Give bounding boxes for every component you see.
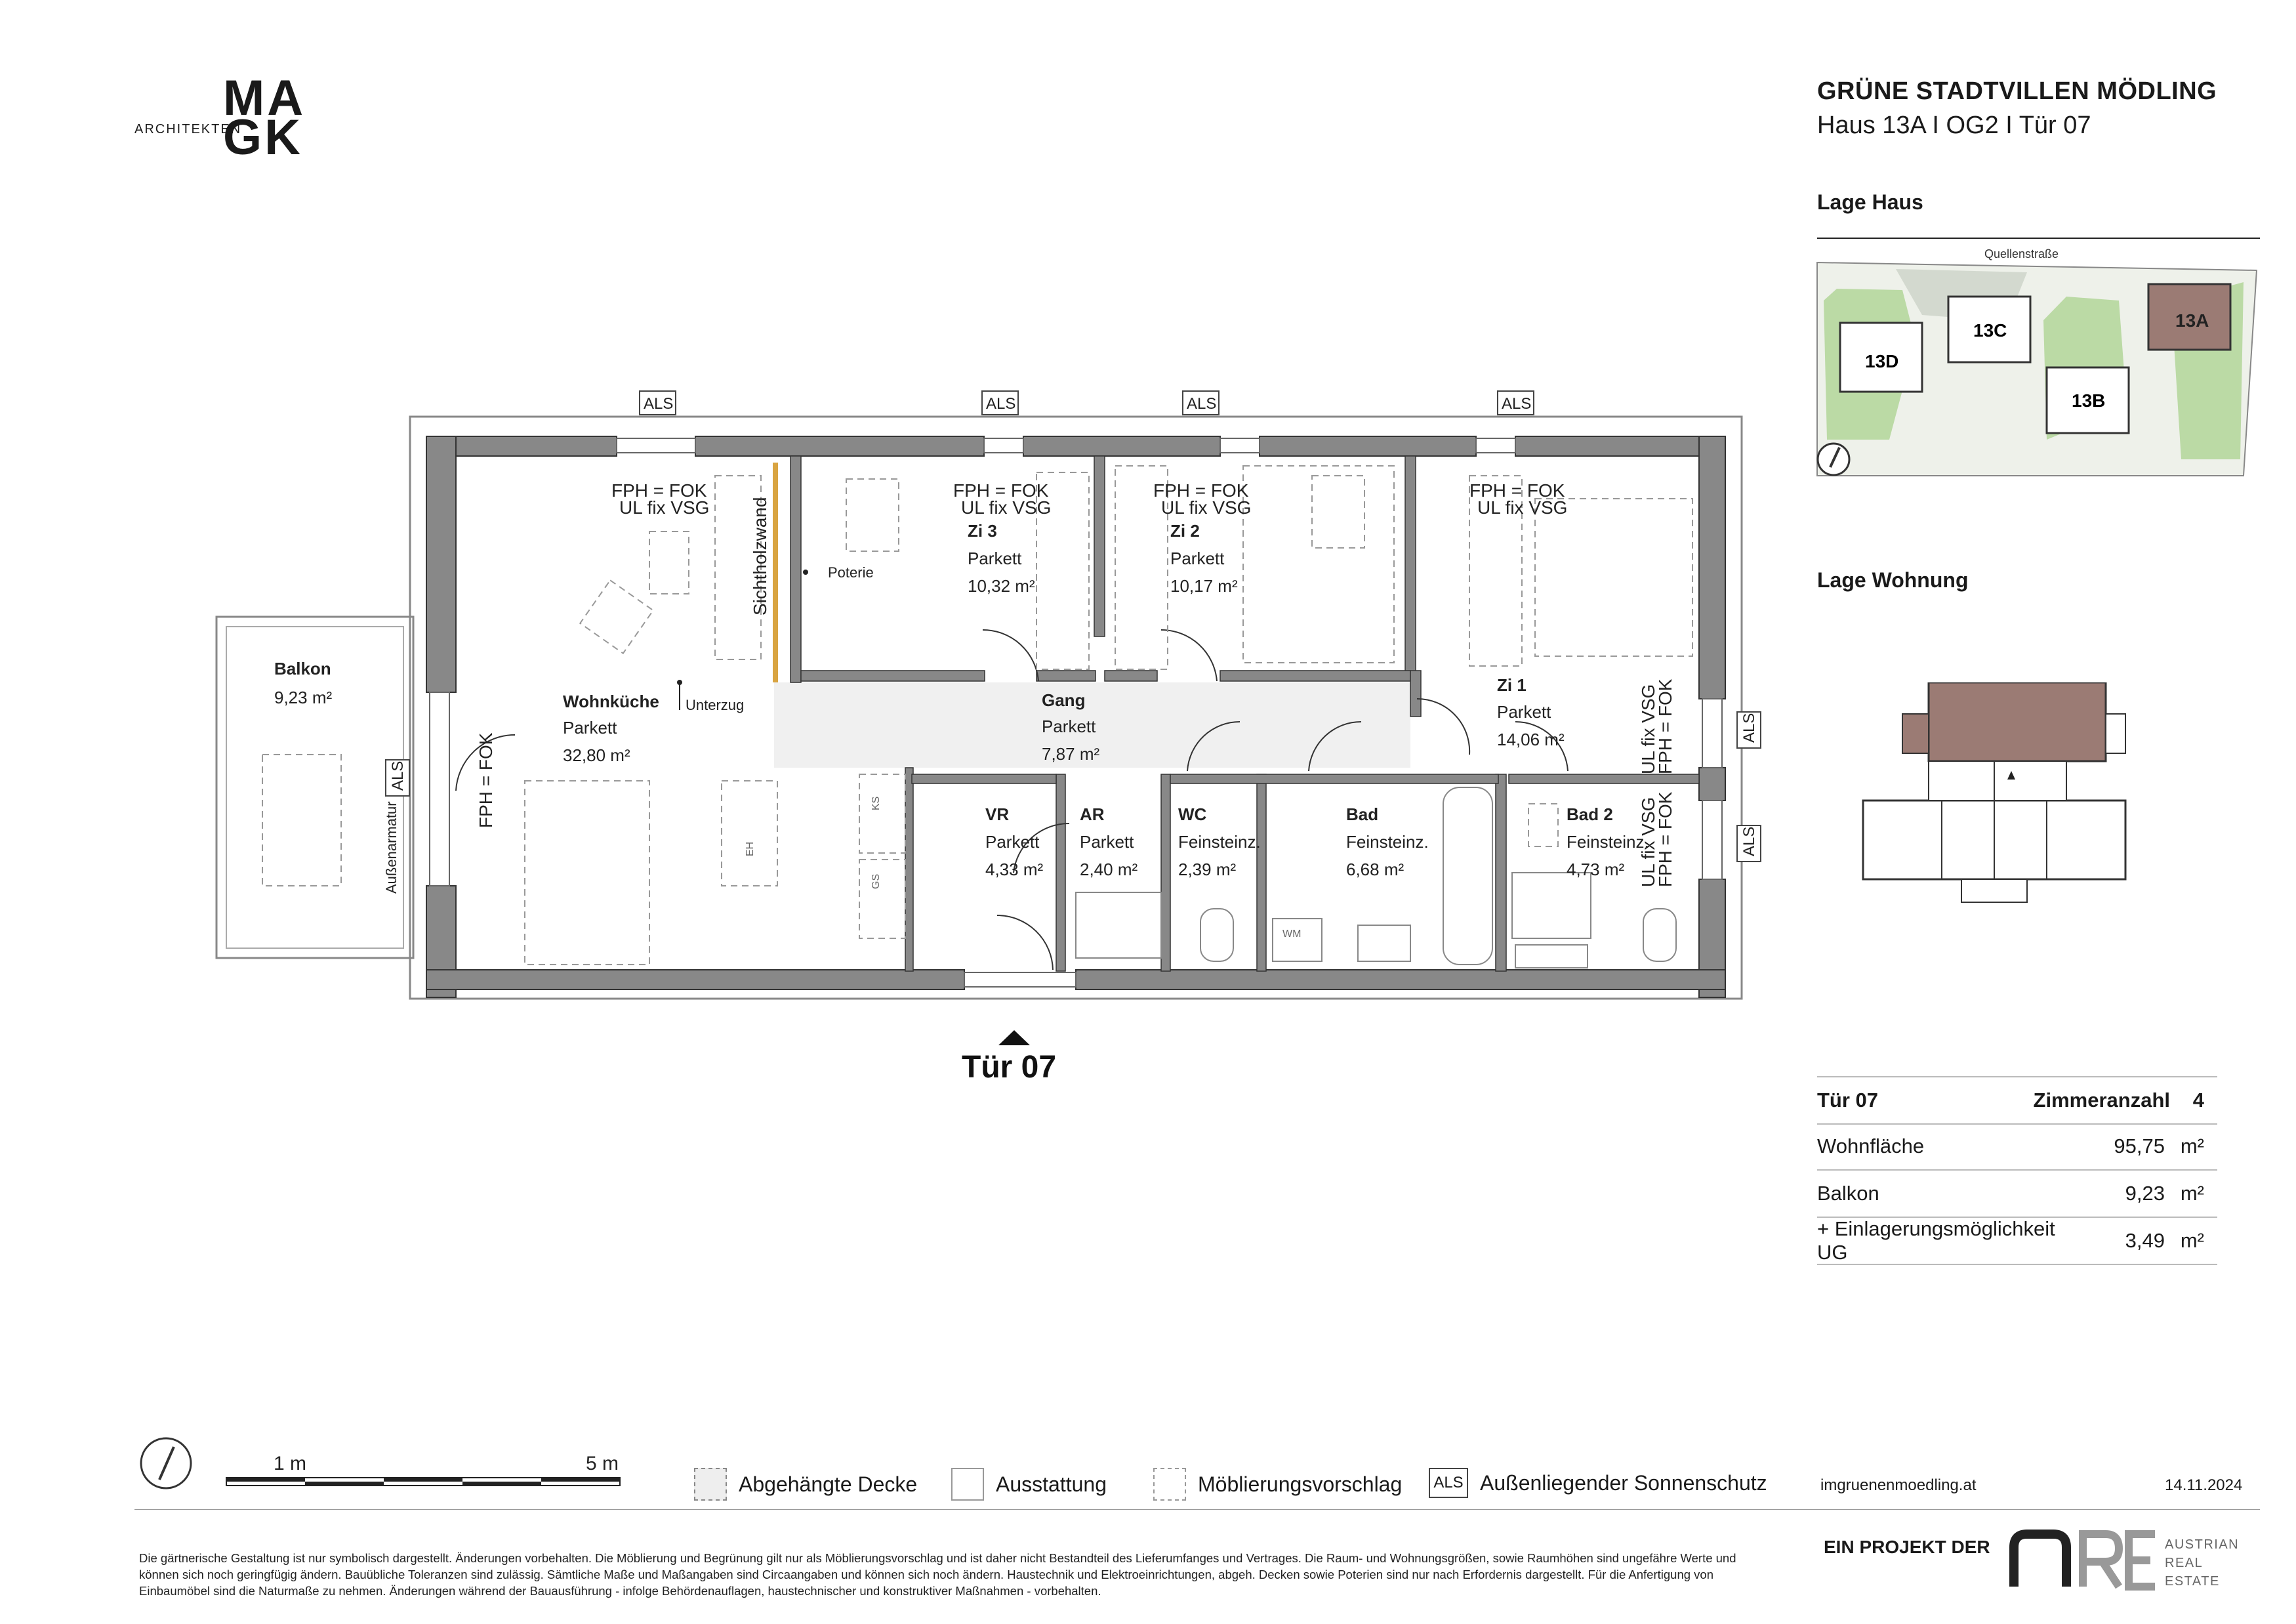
website-url[interactable]: imgruenenmoedling.at (1820, 1476, 1977, 1494)
summary-row-einlagerung: + Einlagerungsmöglichkeit UG 3,49 m² (1817, 1218, 2217, 1265)
svg-text:Gang: Gang (1042, 690, 1086, 710)
legend-ausstattung: Ausstattung (951, 1468, 1107, 1501)
scale-1m: 1 m (274, 1453, 307, 1474)
summary-row-balkon: Balkon 9,23 m² (1817, 1171, 2217, 1218)
svg-text:FPH = FOK: FPH = FOK (1655, 791, 1675, 887)
svg-text:ALS: ALS (644, 395, 674, 413)
room-label-wohnkueche (563, 692, 659, 765)
room-label-zi1 (1497, 675, 1565, 749)
svg-text:Zi 1: Zi 1 (1497, 675, 1527, 695)
rooms-count-label: Zimmeranzahl (2033, 1089, 2170, 1112)
svg-text:UL fix VSG: UL fix VSG (961, 497, 1052, 518)
entrance-marker (962, 1030, 1056, 1085)
svg-text:FPH = FOK: FPH = FOK (1153, 480, 1249, 501)
svg-text:Feinsteinz.: Feinsteinz. (1567, 832, 1649, 852)
apartment-location-heading: Lage Wohnung (1817, 568, 1969, 592)
entrance-arrow-icon (998, 1030, 1030, 1045)
summary-row-wohnflaeche: Wohnfläche 95,75 m² (1817, 1123, 2217, 1171)
room-label-bad (1346, 804, 1429, 879)
svg-text:KS: KS (871, 796, 882, 810)
door-label: Tür 07 (1817, 1089, 1879, 1112)
svg-text:ALS: ALS (1187, 395, 1217, 413)
svg-text:Parkett: Parkett (1080, 832, 1134, 852)
svg-text:Bad 2: Bad 2 (1567, 804, 1613, 824)
svg-text:AR: AR (1080, 804, 1105, 824)
svg-text:ALS: ALS (1740, 713, 1758, 743)
svg-text:WC: WC (1178, 804, 1207, 824)
legend-als: ALS Außenliegender Sonnenschutz (1429, 1468, 1767, 1498)
svg-text:2,40 m²: 2,40 m² (1080, 860, 1138, 879)
svg-text:13B: 13B (2072, 390, 2106, 411)
svg-text:EH: EH (745, 841, 756, 856)
room-label-ar (1080, 804, 1138, 879)
project-subtitle: Haus 13A I OG2 I Tür 07 (1817, 112, 2091, 139)
svg-text:UL fix VSG: UL fix VSG (1638, 684, 1658, 774)
svg-text:13D: 13D (1865, 351, 1899, 371)
svg-text:Zi 2: Zi 2 (1170, 521, 1200, 541)
scale-bar (134, 1430, 659, 1503)
disclaimer-text: Die gärtnerische Gestaltung ist nur symbolisch dargestellt. Änderungen vorbehalten. Die Möblierung und Begrünung gilt nur als Möblierungsvorschlag und ist daher nicht Bestandteil des Lieferumfanges und Vertrages. Die Raum- und Wohnungsgrößen, sowie Raumhöhen sind ungefähre Werte und können sich noch geringfügig ändern. Bauübliche Toleranzen sind zulässig. Sämtliche Maße und Maßangaben sind Circaangaben und können sich noch ändern. Haustechnik und Elektroeinrichtungen, abgeh. Decken sowie Poterien sind nur nach Erfordernis dargestellt. Für die Anfertigung von Einbaumöbel sind die Naturmaße zu nehmen. Änderungen während der Bauausführung - infolge Behördenauflagen, haustechnischer und konstruktiver Maßnahmen - vorbehalten. (139, 1551, 1736, 1598)
legend-abgehaengt: Abgehängte Decke (694, 1468, 917, 1501)
svg-text:9,23 m²: 9,23 m² (274, 688, 333, 707)
svg-text:FPH = FOK: FPH = FOK (611, 480, 707, 501)
room-label-balkon (274, 659, 332, 707)
svg-text:VR: VR (985, 804, 1010, 824)
svg-text:Außenarmatur: Außenarmatur (383, 801, 400, 894)
scale-5m: 5 m (586, 1453, 619, 1474)
svg-text:14,06 m²: 14,06 m² (1497, 730, 1565, 749)
svg-text:Balkon: Balkon (274, 659, 331, 678)
svg-text:32,80 m²: 32,80 m² (563, 745, 630, 765)
plan-date: 14.11.2024 (2165, 1476, 2243, 1494)
svg-text:4,73 m²: 4,73 m² (1567, 860, 1625, 879)
svg-text:ALS: ALS (1740, 826, 1758, 856)
legend-moeblierung: Möblierungsvorschlag (1153, 1468, 1402, 1501)
svg-text:Parkett: Parkett (563, 718, 617, 738)
room-label-zi3 (968, 521, 1035, 596)
svg-text:Parkett: Parkett (1170, 549, 1225, 568)
svg-text:FPH = FOK: FPH = FOK (1469, 480, 1565, 501)
svg-text:Parkett: Parkett (968, 549, 1022, 568)
svg-text:UL fix VSG: UL fix VSG (1477, 497, 1568, 518)
svg-text:Sichtholzwand: Sichtholzwand (750, 497, 770, 615)
als-markers (386, 391, 1761, 862)
svg-text:FPH = FOK: FPH = FOK (1655, 678, 1675, 774)
svg-text:Wohnküche: Wohnküche (563, 692, 659, 711)
rooms-count: 4 (2192, 1089, 2204, 1112)
room-label-bad2 (1567, 804, 1649, 879)
svg-text:Zi 3: Zi 3 (968, 521, 997, 541)
developer-name: AUSTRIAN REAL ESTATE (2165, 1537, 2240, 1589)
svg-text:ALS: ALS (1502, 395, 1532, 413)
svg-text:Tür 07: Tür 07 (962, 1050, 1057, 1085)
svg-text:FPH = FOK: FPH = FOK (953, 480, 1049, 501)
street-label: Quellenstraße (1984, 247, 2059, 260)
svg-text:Parkett: Parkett (1042, 717, 1096, 736)
svg-text:UL fix VSG: UL fix VSG (1161, 497, 1252, 518)
svg-text:ALS: ALS (389, 760, 407, 791)
are-logo-mark (2007, 1528, 2158, 1593)
summary-header-row (1817, 1076, 2217, 1125)
svg-text:Unterzug: Unterzug (686, 697, 745, 713)
logo-prefix: ARCHITEKTEN (134, 122, 242, 136)
sichtholzwand (773, 463, 778, 682)
svg-text:4,33 m²: 4,33 m² (985, 860, 1044, 879)
site-plan-heading: Lage Haus (1817, 190, 1923, 214)
logo-line1: MA (223, 70, 306, 126)
footer-divider (134, 1509, 2260, 1510)
svg-text:13A: 13A (2175, 310, 2209, 331)
svg-text:Feinsteinz.: Feinsteinz. (1346, 832, 1429, 852)
svg-text:GS: GS (871, 873, 882, 889)
svg-text:Poterie: Poterie (828, 564, 874, 581)
room-label-wc (1178, 804, 1261, 879)
room-label-zi2 (1170, 521, 1238, 596)
svg-text:Feinsteinz.: Feinsteinz. (1178, 832, 1261, 852)
svg-text:2,39 m²: 2,39 m² (1178, 860, 1237, 879)
svg-text:13C: 13C (1973, 320, 2007, 341)
project-title: GRÜNE STADTVILLEN MÖDLING (1817, 77, 2217, 105)
svg-text:UL fix VSG: UL fix VSG (1638, 797, 1658, 887)
svg-text:10,32 m²: 10,32 m² (968, 576, 1035, 596)
logo-line2: GK (223, 110, 303, 165)
svg-text:UL fix VSG: UL fix VSG (619, 497, 710, 518)
svg-text:FPH = FOK: FPH = FOK (476, 732, 496, 828)
svg-text:Bad: Bad (1346, 804, 1379, 824)
svg-text:Parkett: Parkett (1497, 702, 1551, 722)
svg-text:6,68 m²: 6,68 m² (1346, 860, 1404, 879)
svg-text:WM: WM (1282, 928, 1302, 940)
projekt-der-label: EIN PROJEKT DER (1824, 1537, 1990, 1557)
svg-text:ALS: ALS (986, 395, 1016, 413)
svg-text:Parkett: Parkett (985, 832, 1040, 852)
svg-text:10,17 m²: 10,17 m² (1170, 576, 1238, 596)
room-label-vr (985, 804, 1043, 879)
svg-text:7,87 m²: 7,87 m² (1042, 744, 1100, 764)
